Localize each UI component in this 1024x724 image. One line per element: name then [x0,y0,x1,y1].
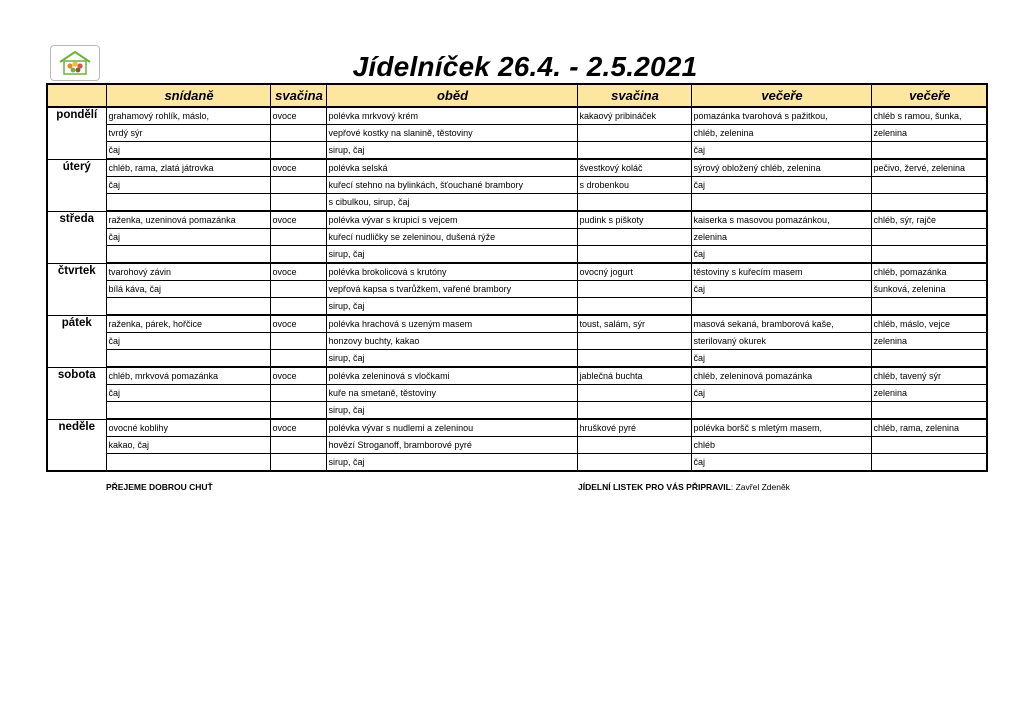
menu-cell [577,333,691,350]
menu-cell: chléb, zelenina [691,125,871,142]
menu-cell: hruškové pyré [577,419,691,437]
menu-cell [270,298,326,316]
menu-cell: polévka mrkvový krém [326,107,577,125]
menu-cell: pudink s piškoty [577,211,691,229]
menu-cell [106,402,270,420]
menu-cell: honzovy buchty, kakao [326,333,577,350]
menu-cell: zelenina [871,125,987,142]
menu-cell [270,177,326,194]
menu-cell: polévka vývar s krupicí s vejcem [326,211,577,229]
table-row [47,437,987,454]
menu-cell: kaiserka s masovou pomazánkou, [691,211,871,229]
header-cell-snack-pm: svačina [577,84,691,107]
menu-cell: bílá káva, čaj [106,281,270,298]
footer-greeting: PŘEJEME DOBROU CHUŤ [106,482,213,492]
header-cell-lunch: oběd [326,84,577,107]
menu-cell [106,350,270,368]
menu-cell [577,246,691,264]
header-row [47,84,987,107]
menu-cell: pečivo, žervé, zelenina [871,159,987,177]
menu-cell: vepřové kostky na slanině, těstoviny [326,125,577,142]
menu-cell: s cibulkou, sirup, čaj [326,194,577,212]
menu-cell: ovoce [270,263,326,281]
menu-cell [871,350,987,368]
footer-credits-label: JÍDELNÍ LISTEK PRO VÁS PŘIPRAVIL [578,482,731,492]
menu-cell: ovoce [270,367,326,385]
table-row [47,194,987,212]
table-row [47,367,987,385]
menu-cell [106,454,270,472]
menu-cell: raženka, párek, hořčice [106,315,270,333]
menu-cell: masová sekaná, bramborová kaše, [691,315,871,333]
menu-cell: kuřecí stehno na bylinkách, šťouchané brambory [326,177,577,194]
table-row [47,281,987,298]
menu-cell [106,298,270,316]
menu-cell [577,194,691,212]
menu-cell [577,350,691,368]
menu-cell: čaj [106,229,270,246]
menu-cell: polévka zeleninová s vločkami [326,367,577,385]
menu-cell: čaj [691,142,871,160]
menu-cell [577,229,691,246]
table-row [47,263,987,281]
menu-cell: čaj [691,246,871,264]
header-cell-snack-am: svačina [270,84,326,107]
menu-cell: s drobenkou [577,177,691,194]
day-label: neděle [47,419,106,471]
menu-cell: chléb, rama, zlatá játrovka [106,159,270,177]
menu-cell [270,402,326,420]
menu-cell: kuře na smetaně, těstoviny [326,385,577,402]
menu-cell: sirup, čaj [326,350,577,368]
menu-cell [577,437,691,454]
menu-cell: švestkový koláč [577,159,691,177]
menu-cell: sirup, čaj [326,454,577,472]
menu-cell [871,402,987,420]
menu-cell: ovoce [270,107,326,125]
menu-cell: čaj [106,333,270,350]
menu-cell: šunková, zelenina [871,281,987,298]
menu-cell: pomazánka tvarohová s pažitkou, [691,107,871,125]
menu-cell: chléb, máslo, vejce [871,315,987,333]
menu-cell [871,437,987,454]
menu-cell: čaj [691,350,871,368]
table-row [47,315,987,333]
menu-cell: zelenina [871,333,987,350]
menu-cell [577,281,691,298]
menu-cell [270,125,326,142]
menu-cell: zelenina [691,229,871,246]
table-row [47,350,987,368]
menu-cell: ovoce [270,315,326,333]
menu-cell [577,402,691,420]
menu-cell: vepřová kapsa s tvarůžkem, vařené brambory [326,281,577,298]
table-row [47,177,987,194]
menu-cell [270,333,326,350]
menu-cell: kuřecí nudličky se zeleninou, dušená rýže [326,229,577,246]
menu-cell [691,402,871,420]
menu-body [47,107,987,471]
table-row [47,107,987,125]
menu-cell: polévka boršč s mletým masem, [691,419,871,437]
day-label: čtvrtek [47,263,106,315]
header-cell-day [47,84,106,107]
table-row [47,419,987,437]
menu-cell: čaj [106,385,270,402]
menu-cell [871,142,987,160]
footer-credits [578,482,790,492]
menu-cell [106,194,270,212]
menu-cell: chléb, tavený sýr [871,367,987,385]
table-row [47,333,987,350]
menu-cell: polévka vývar s nudlemi a zeleninou [326,419,577,437]
menu-cell [270,194,326,212]
menu-cell: ovocné koblihy [106,419,270,437]
menu-cell [577,454,691,472]
menu-cell: čaj [691,385,871,402]
table-row [47,402,987,420]
menu-cell: čaj [106,177,270,194]
menu-cell [577,125,691,142]
menu-cell [871,194,987,212]
menu-cell: hovězí Stroganoff, bramborové pyré [326,437,577,454]
menu-cell: toust, salám, sýr [577,315,691,333]
menu-cell [577,142,691,160]
menu-cell: chléb s ramou, šunka, [871,107,987,125]
menu-cell: sirup, čaj [326,142,577,160]
menu-cell: sirup, čaj [326,298,577,316]
menu-cell: grahamový rohlík, máslo, [106,107,270,125]
menu-cell [691,194,871,212]
menu-cell [871,177,987,194]
menu-cell: sýrový obložený chléb, zelenina [691,159,871,177]
menu-cell: chléb, rama, zelenina [871,419,987,437]
table-row [47,229,987,246]
menu-cell: chléb, sýr, rajče [871,211,987,229]
table-row [47,142,987,160]
menu-cell: zelenina [871,385,987,402]
menu-cell: čaj [691,454,871,472]
menu-cell: polévka selská [326,159,577,177]
menu-cell: těstoviny s kuřecím masem [691,263,871,281]
menu-cell [871,298,987,316]
menu-cell [577,298,691,316]
menu-cell: polévka hrachová s uzeným masem [326,315,577,333]
menu-cell: tvrdý sýr [106,125,270,142]
menu-cell [270,142,326,160]
menu-cell: kakaový pribináček [577,107,691,125]
menu-cell: sirup, čaj [326,402,577,420]
header-cell-dinner-2: večeře [871,84,987,107]
menu-table [46,83,988,472]
menu-cell: ovoce [270,159,326,177]
menu-cell: chléb, mrkvová pomazánka [106,367,270,385]
menu-cell [577,385,691,402]
table-row [47,246,987,264]
menu-cell: sterilovaný okurek [691,333,871,350]
day-label: pátek [47,315,106,367]
table-row [47,385,987,402]
menu-cell [106,246,270,264]
menu-cell: chléb, zeleninová pomazánka [691,367,871,385]
header-cell-dinner: večeře [691,84,871,107]
menu-cell [871,229,987,246]
menu-cell: jablečná buchta [577,367,691,385]
menu-cell: raženka, uzeninová pomazánka [106,211,270,229]
menu-cell [270,229,326,246]
menu-cell: chléb, pomazánka [871,263,987,281]
menu-cell: ovocný jogurt [577,263,691,281]
menu-cell: čaj [106,142,270,160]
menu-cell: čaj [691,281,871,298]
menu-cell: polévka brokolicová s krutóny [326,263,577,281]
table-row [47,454,987,472]
menu-cell: tvarohový závin [106,263,270,281]
menu-cell [270,385,326,402]
menu-cell: ovoce [270,419,326,437]
menu-cell [270,437,326,454]
table-row [47,159,987,177]
table-row [47,125,987,142]
menu-cell: kakao, čaj [106,437,270,454]
table-row [47,211,987,229]
day-label: sobota [47,367,106,419]
menu-cell [871,246,987,264]
header-cell-breakfast: snídaně [106,84,270,107]
menu-cell: sirup, čaj [326,246,577,264]
page-title: Jídelníček 26.4. - 2.5.2021 [352,51,698,82]
footer-credits-name: : Zavřel Zdeněk [730,482,790,492]
menu-cell [270,350,326,368]
day-label: pondělí [47,107,106,159]
menu-cell [691,298,871,316]
menu-cell [270,281,326,298]
table-row [47,298,987,316]
menu-cell: ovoce [270,211,326,229]
menu-cell: čaj [691,177,871,194]
day-label: úterý [47,159,106,211]
menu-cell [270,454,326,472]
menu-cell [871,454,987,472]
day-label: středa [47,211,106,263]
menu-cell: chléb [691,437,871,454]
menu-cell [270,246,326,264]
